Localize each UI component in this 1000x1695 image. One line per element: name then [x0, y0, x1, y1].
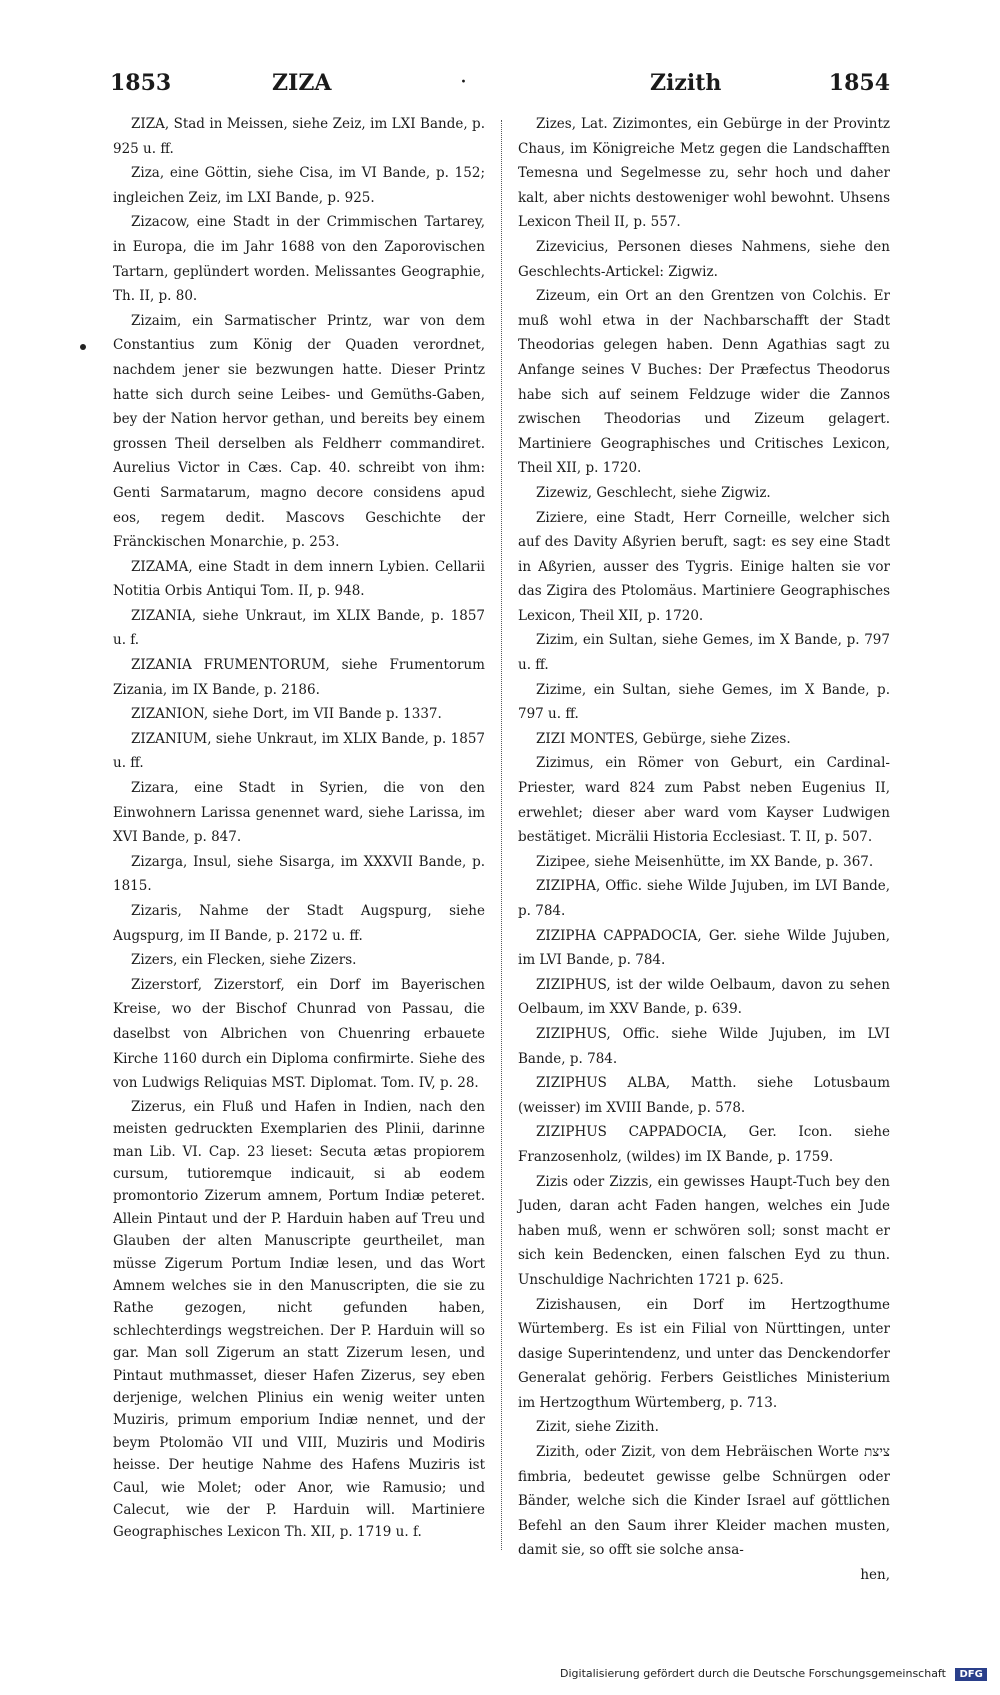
right-column [518, 112, 890, 1584]
entry-ziziphus-cappadocia: ZIZIPHUS CAPPADOCIA, Ger. Icon. siehe Franzosenholz, (wildes) im IX Bande, p. 1759. [518, 1124, 890, 1165]
page-header [110, 70, 890, 110]
catchword: hen, [860, 1567, 890, 1584]
entry-zizacow: Zizacow, eine Stadt in der Crimmischen Tartarey, in Europa, die im Jahr 1688 von den Zaporovischen Tartarn, geplündert worden. Melissantes Geographie, Th. II, p. 80. [113, 214, 485, 305]
column-divider [501, 120, 502, 1550]
entry-zizipha: ZIZIPHA, Offic. siehe Wilde Jujuben, im LVI Bande, p. 784. [518, 878, 890, 919]
entry-zizi-montes: ZIZI MONTES, Gebürge, siehe Zizes. [536, 730, 791, 747]
entry-ziza-goettin: Ziza, eine Göttin, siehe Cisa, im VI Bande, p. 152; ingleichen Zeiz, im LXI Bande, p. 925. [113, 165, 485, 206]
entry-zizim: Zizim, ein Sultan, siehe Gemes, im X Bande, p. 797 u. ff. [518, 632, 890, 674]
entry-ziziphus-offic: ZIZIPHUS, Offic. siehe Wilde Jujuben, im LVI Bande, p. 784. [518, 1025, 890, 1067]
entry-zizime: Zizime, ein Sultan, siehe Gemes, im X Bande, p. 797 u. ff. [518, 681, 890, 723]
entry-zizania-frumentorum: ZIZANIA FRUMENTORUM, siehe Frumentorum Zizania, im IX Bande, p. 2186. [113, 657, 485, 698]
entry-zizis: Zizis oder Zizzis, ein gewisses Haupt-Tuch bey den Juden, daran acht Faden hangen, welches ein Jude haben muß, wenn er schwören soll; sonst macht er sich kein Bedencken, einen falschen Eyd zu thun. Unschuldige Nachrichten 1721 p. 625. [518, 1173, 890, 1288]
entry-zizania: ZIZANIA, siehe Unkraut, im XLIX Bande, p. 1857 u. f. [113, 607, 485, 649]
dfg-logo-icon: DFG [955, 1668, 986, 1681]
entry-zizerus: Zizerus, ein Fluß und Hafen in Indien, nach den meisten gedruckten Exemplarien des Plinii, darinne man Lib. VI. Cap. 23 lieset: Secuta ætas propiorem cursum, tutioremque indicauit, si ab eodem promontorio Zizerum amnem, Portum Indiæ peteret. Allein Pintaut und der P. Harduin haben auf Treu und Glauben der alten Manuscripte geurtheilet, man müsse Zigerum Portum Indiæ lesen, und das Wort Amnem welches sie in den Manuscripten, die sie zu Rathe gezogen, nicht gefunden haben, schlechterdings wegstreichen. Der P. Harduin will so gar. Man soll Zigerum an statt Zizerum lesen, und Pintaut muthmasset, dieser Hafen Zizerus, sey eben derjenige, welchen Plinius ein wenig weiter unten Muziris, primum emporium Indiæ nennet, und der beym Ptolomäo VII und VIII, Muziris und Modiris heisse. Der heutige Nahme des Hafens Muziris ist Caul, wie Molet; oder Anor, wie Ramusio; und Calecut, wie der P. Harduin will. Martiniere Geographisches Lexicon Th. XII, p. 1719 u. f. [113, 1098, 485, 1541]
entry-zizipee: Zizipee, siehe Meisenhütte, im XX Bande, p. 367. [536, 853, 874, 870]
entry-ziza: ZIZA, Stad in Meissen, siehe Zeiz, im LXI Bande, p. 925 u. ff. [113, 116, 485, 157]
page-number-left: 1853 [110, 70, 172, 96]
entry-zizerstorf: Zizerstorf, Zizerstorf, ein Dorf im Bayerischen Kreise, wo der Bischof Chunrad von Passau, die daselbst von Albrichen von Chuenring erbauete Kirche 1160 durch ein Diploma confirmirte. Siehe des von Ludwigs Reliquias MST. Diplomat. Tom. IV, p. 28. [113, 976, 485, 1092]
header-center-mark: · [460, 70, 467, 95]
entry-zizith: Zizith, oder Zizit, von dem Hebräischen Worte ציצת fimbria, bedeutet gewisse gelbe Schnürgen oder Bänder, welche sich die Kinder Israel auf göttlichen Befehl an den Saum ihrer Kleider machen musten, damit sie, so offt sie solche ansa- [518, 1444, 890, 1559]
digitization-footer [560, 1667, 983, 1681]
entry-zizarga: Zizarga, Insul, siehe Sisarga, im XXXVII Bande, p. 1815. [113, 853, 485, 895]
entry-zizers: Zizers, ein Flecken, siehe Zizers. [131, 952, 357, 969]
margin-mark [80, 344, 86, 350]
entry-ziziere: Ziziere, eine Stadt, Herr Corneille, welcher sich auf des Davity Aßyrien beruft, sagt: es sey eine Stadt in Aßyrien, ausser des Tygris. Einige halten sie vor das Zigira des Ptolomäus. Martiniere Geographisches Lexicon, Theil XII, p. 1720. [518, 509, 890, 624]
page-number-right: 1854 [828, 70, 890, 96]
entry-zizara: Zizara, eine Stadt in Syrien, die von den Einwohnern Larissa genennet ward, siehe Larissa, im XVI Bande, p. 847. [113, 780, 485, 846]
entry-zizeum: Zizeum, ein Ort an den Grentzen von Colchis. Er muß wohl etwa in der Nachbarschafft der Stadt Theodorias gelegen haben. Denn Agathias sagt zu Anfange seines V Buches: Der Præfectus Theodorus habe sich auf seinem Feldzuge wider die Zannos zwischen Theodorias und Zizeum gelagert. Martiniere Geographisches und Critisches Lexicon, Theil XII, p. 1720. [518, 288, 890, 477]
footer-text: Digitalisierung gefördert durch die Deutsche Forschungsgemeinschaft [560, 1667, 946, 1680]
running-head: Zizith [650, 70, 722, 96]
entry-zizipha-cappadocia: ZIZIPHA CAPPADOCIA, Ger. siehe Wilde Jujuben, im LVI Bande, p. 784. [518, 927, 890, 969]
entry-zizishausen: Zizishausen, ein Dorf im Hertzogthume Würtemberg. Es ist ein Filial von Nürttingen, unter dasige Superintendenz, und unter das Denckendorfer Generalat gehörig. Ferbers Geistliches Ministerium im Hertzogthum Würtemberg, p. 713. [518, 1296, 890, 1411]
entry-zizaris: Zizaris, Nahme der Stadt Augspurg, siehe Augspurg, im II Bande, p. 2172 u. ff. [113, 903, 485, 944]
entry-zizewiz: Zizewiz, Geschlecht, siehe Zigwiz. [536, 484, 771, 501]
entry-zizimus: Zizimus, ein Römer von Geburt, ein Cardinal-Priester, ward 824 zum Pabst neben Eugenius II, erwehlet; dieser aber ward vom Kayser Ludwigen bestätiget. Micrälii Historia Ecclesiast. T. II, p. 507. [518, 755, 890, 846]
entry-zizit: Zizit, siehe Zizith. [536, 1419, 659, 1436]
entry-zizama: ZIZAMA, eine Stadt in dem innern Lybien. Cellarii Notitia Orbis Antiqui Tom. II, p. 948. [113, 558, 485, 600]
left-column [113, 112, 485, 1562]
entry-zizes: Zizes, Lat. Zizimontes, ein Gebürge in der Provintz Chaus, im Königreiche Metz gegen die Landschafften Temesna und Segelmesse zu, sehr hoch und daher kalt, aber nichts destoweniger wohl bewohnt. Uhsens Lexicon Theil II, p. 557. [518, 116, 890, 231]
entry-ziziphus: ZIZIPHUS, ist der wilde Oelbaum, davon zu sehen Oelbaum, im XXV Bande, p. 639. [518, 976, 890, 1018]
entry-zizevicius: Zizevicius, Personen dieses Nahmens, siehe den Geschlechts-Artickel: Zigwiz. [518, 238, 890, 280]
entry-zizanium: ZIZANIUM, siehe Unkraut, im XLIX Bande, p. 1857 u. ff. [113, 730, 485, 772]
entry-ziziphus-alba: ZIZIPHUS ALBA, Matth. siehe Lotusbaum (weisser) im XVIII Bande, p. 578. [518, 1075, 890, 1116]
entry-zizanion: ZIZANION, siehe Dort, im VII Bande p. 1337. [131, 706, 442, 723]
header-keyword: ZIZA [272, 70, 332, 96]
entry-zizaim: Zizaim, ein Sarmatischer Printz, war von dem Constantius zum König der Quaden verordnet, nachdem jener sie bezwungen hatte. Dieser Printz hatte sich durch seine Leibes- und Gemüths-Gaben, bey der Nation hervor gethan, und bereits bey einem grossen Theil derselben als Feldherr commandiret. Aurelius Victor in Cæs. Cap. 40. schreibt von ihm: Genti Sarmatarum, magno decore considens apud eos, regem dedit. Mascovs Geschichte der Fränckischen Monarchie, p. 253. [113, 312, 485, 551]
